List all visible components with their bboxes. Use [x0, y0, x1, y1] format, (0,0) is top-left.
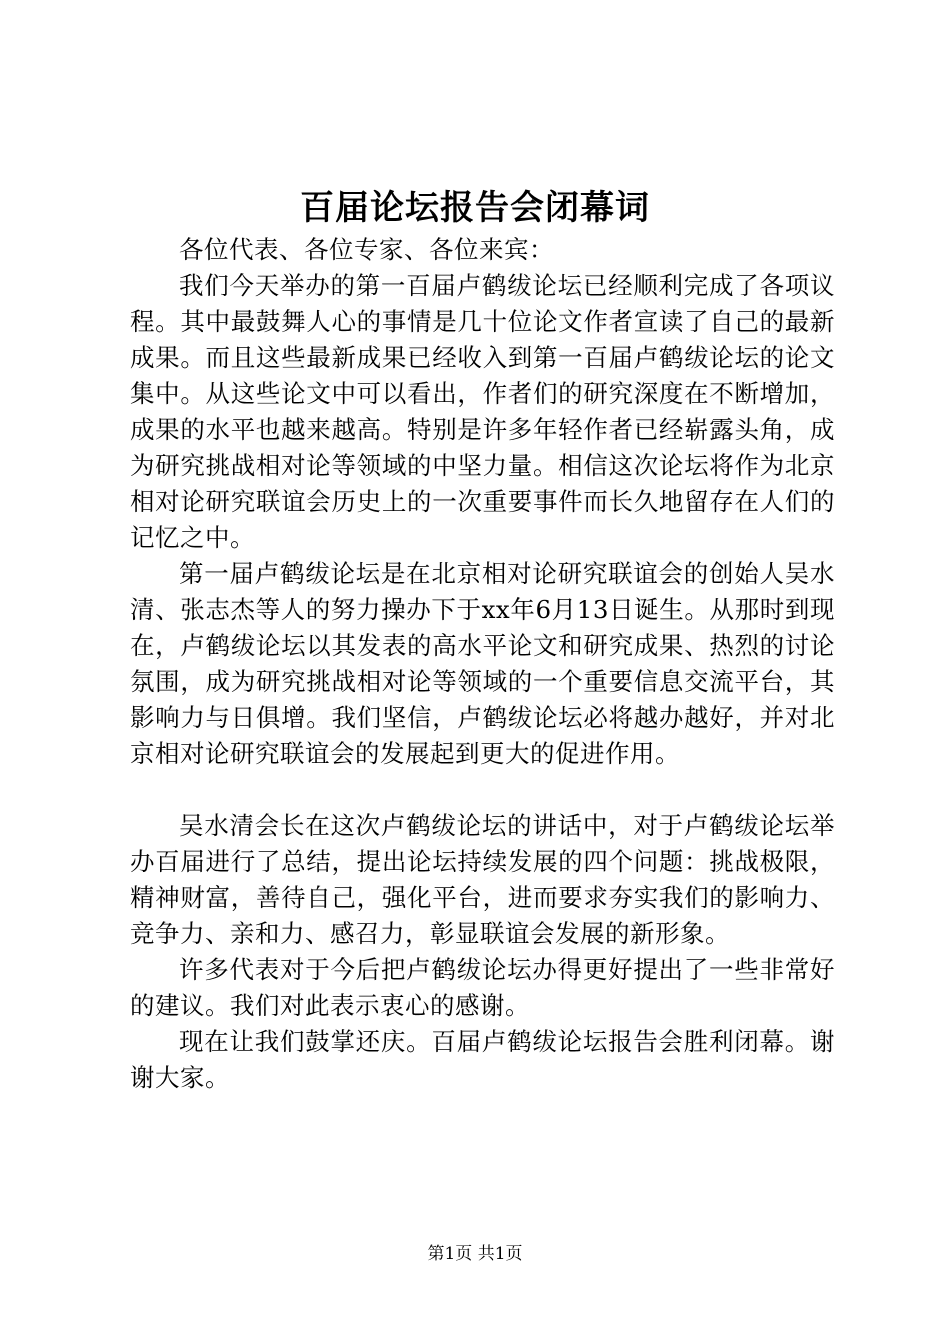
body-paragraph-3: 吴水清会长在这次卢鹤绂论坛的讲话中，对于卢鹤绂论坛举办百届进行了总结，提出论坛持续发展的四个问题：挑战极限，精神财富，善待自己，强化平台，进而要求夯实我们的影响力、竞争力、亲和力、感召力，彰显联谊会发展的新形象。 [130, 811, 835, 948]
salutation-paragraph: 各位代表、各位专家、各位来宾： [179, 235, 554, 264]
body-paragraph-4: 许多代表对于今后把卢鹤绂论坛办得更好提出了一些非常好的建议。我们对此表示衷心的感谢。 [130, 955, 835, 1020]
body-paragraph-2: 第一届卢鹤绂论坛是在北京相对论研究联谊会的创始人吴水清、张志杰等人的努力操办下于xx年6月13日诞生。从那时到现在，卢鹤绂论坛以其发表的高水平论文和研究成果、热烈的讨论氛围，成为研究挑战相对论等领域的一个重要信息交流平台，其影响力与日俱增。我们坚信，卢鹤绂论坛必将越办越好，并对北京相对论研究联谊会的发展起到更大的促进作用。 [130, 559, 835, 768]
document-title: 百届论坛报告会闭幕词 [300, 188, 650, 228]
body-paragraph-1: 我们今天举办的第一百届卢鹤绂论坛已经顺利完成了各项议程。其中最鼓舞人心的事情是几十位论文作者宣读了自己的最新成果。而且这些最新成果已经收入到第一百届卢鹤绂论坛的论文集中。从这些论文中可以看出，作者们的研究深度在不断增加，成果的水平也越来越高。特别是许多年轻作者已经崭露头角，成为研究挑战相对论等领域的中坚力量。相信这次论坛将作为北京相对论研究联谊会历史上的一次重要事件而长久地留存在人们的记忆之中。 [130, 271, 835, 552]
closing-paragraph: 现在让我们鼓掌还庆。百届卢鹤绂论坛报告会胜利闭幕。谢谢大家。 [130, 1027, 835, 1092]
document-body [130, 232, 835, 1096]
page-number-footer: 第1页 共1页 [427, 1244, 523, 1264]
